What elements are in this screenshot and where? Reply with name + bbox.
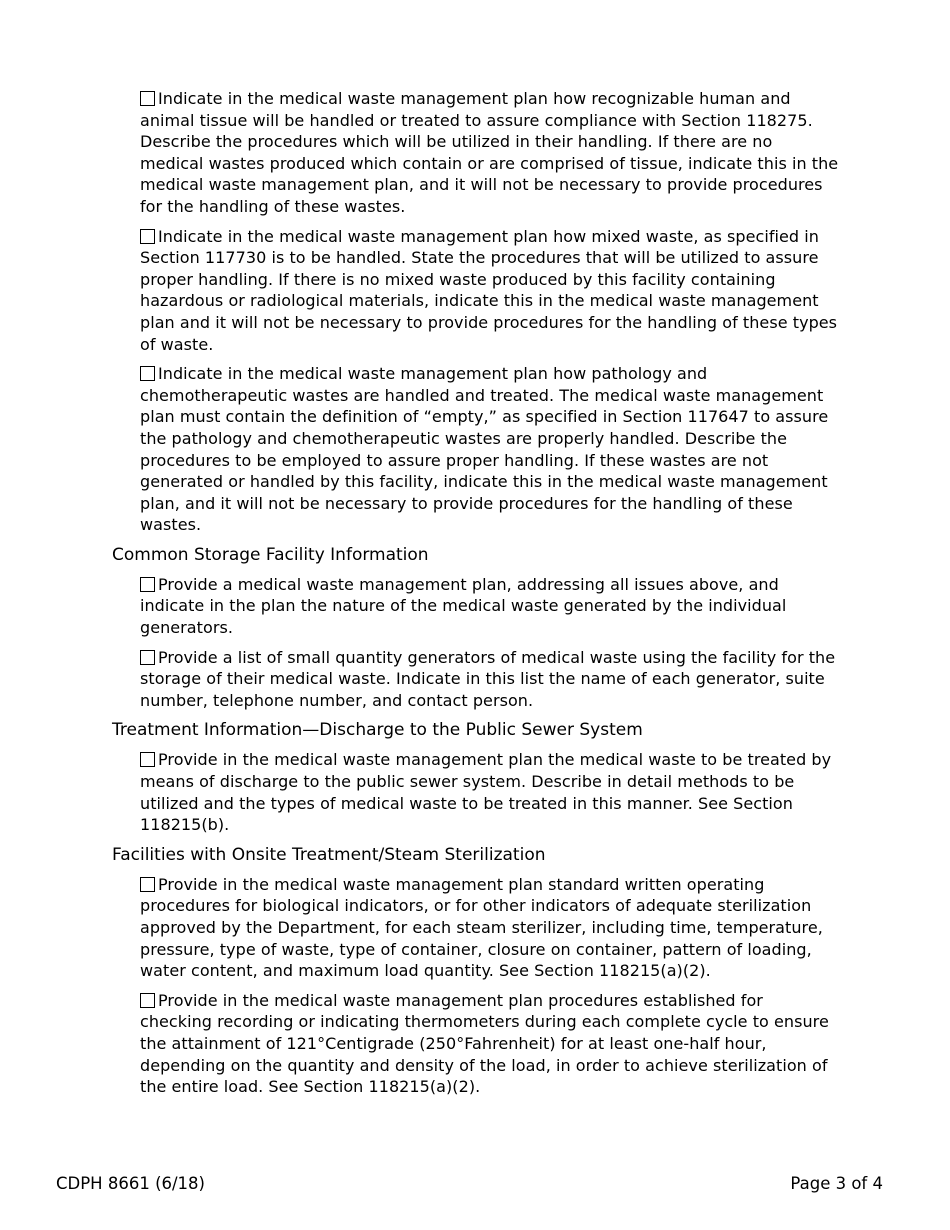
checklist-item-text: Indicate in the medical waste management plan how pathology and chemotherapeutic wastes are handled and treated. The medical waste management plan must contain the definition of “empty,” as specified in Section 117647 to assure the pathology and chemotherapeutic wastes are properly handled. Describe the procedures to be employed to assure proper handling. If these wastes are not generated or handled by this facility, indicate this in the medical waste management plan, and it will not be necessary to provide procedures for the handling of these wastes. [140,364,829,535]
pathology-checkbox[interactable] [140,366,155,381]
section-heading-common-storage: Common Storage Facility Information [112,544,429,565]
checklist-item-biological-indicators [140,874,840,982]
biological-indicators-checkbox[interactable] [140,877,155,892]
tissue-checkbox[interactable] [140,91,155,106]
checklist-item-pathology [140,363,840,536]
section-heading-onsite-treatment: Facilities with Onsite Treatment/Steam Sterilization [112,844,546,865]
checklist-item-text: Provide in the medical waste management plan procedures established for checking recording or indicating thermometers during each complete cycle to ensure the attainment of 121°Centigrade (250°Fahrenheit) for at least one-half hour, depending on the quantity and density of the load, in order to achieve sterilization of the entire load. See Section 118215(a)(2). [140,990,829,1097]
checklist-item-text: Provide a list of small quantity generators of medical waste using the facility for the storage of their medical waste. Indicate in this list the name of each generator, suite number, telephone number, and contact person. [140,647,836,710]
storage-plan-checkbox[interactable] [140,577,155,592]
checklist-item-text: Indicate in the medical waste management plan how mixed waste, as specified in Section 117730 is to be handled. State the procedures that will be utilized to assure proper handling. If there is no mixed waste produced by this facility containing hazardous or radiological materials, indicate this in the medical waste management plan and it will not be necessary to provide procedures for the handling of these types of waste. [140,226,838,354]
checklist-item-text: Provide in the medical waste management plan standard written operating procedures for biological indicators, or for other indicators of adequate sterilization approved by the Department, for each steam sterilizer, including time, temperature, pressure, type of waste, type of container, closure on container, pattern of loading, water content, and maximum load quantity. See Section 118215(a)(2). [140,874,823,981]
thermometers-checkbox[interactable] [140,993,155,1008]
mixed-waste-checkbox[interactable] [140,229,155,244]
checklist-item-storage-plan [140,574,840,639]
page-number-footer: Page 3 of 4 [790,1174,883,1193]
checklist-item-sewer-discharge [140,749,840,835]
checklist-item-mixed-waste [140,226,840,356]
section-heading-treatment: Treatment Information—Discharge to the Public Sewer System [112,720,643,741]
checklist-item-tissue [140,88,840,218]
checklist-item-text: Provide a medical waste management plan, addressing all issues above, and indicate in the plan the nature of the medical waste generated by the individual generators. [140,574,787,638]
checklist-item-generator-list [140,647,840,712]
checklist-item-thermometers [140,990,840,1098]
form-id-footer: CDPH 8661 (6/18) [56,1174,205,1193]
sewer-discharge-checkbox[interactable] [140,752,155,767]
generator-list-checkbox[interactable] [140,650,155,665]
checklist-item-text: Indicate in the medical waste management plan how recognizable human and animal tissue will be handled or treated to assure compliance with Section 118275. Describe the procedures which will be utilized in their handling. If there are no medical wastes produced which contain or are comprised of tissue, indicate this in the medical waste management plan, and it will not be necessary to provide procedures for the handling of these wastes. [140,89,839,216]
page-content [112,88,840,1106]
checklist-item-text: Provide in the medical waste management plan the medical waste to be treated by means of discharge to the public sewer system. Describe in detail methods to be utilized and the types of medical waste to be treated in this manner. See Section 118215(b). [140,750,832,835]
